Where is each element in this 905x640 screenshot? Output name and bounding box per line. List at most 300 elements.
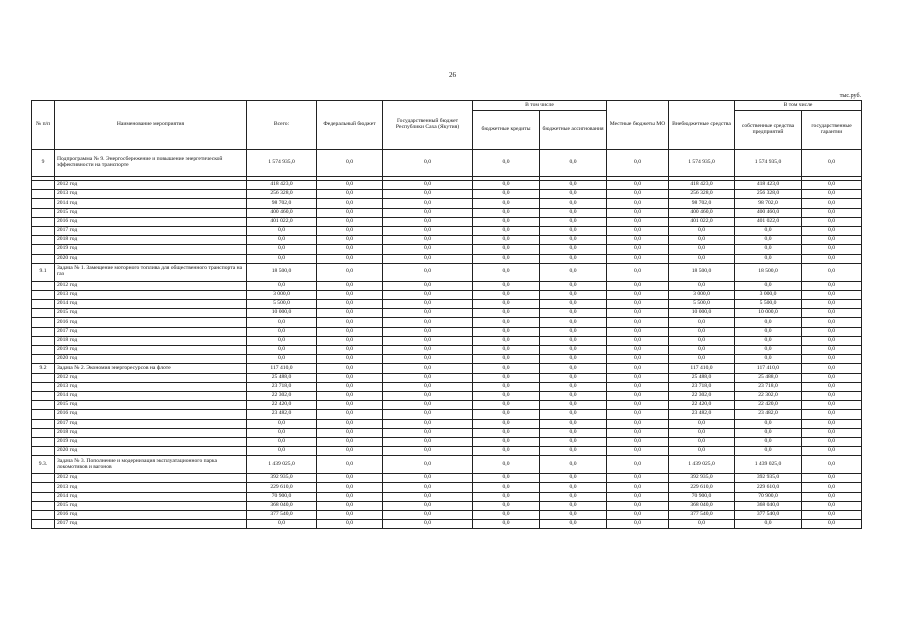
cell-guar: 0,0 [802, 364, 862, 373]
cell-total: 368 040,0 [247, 501, 317, 510]
cell-own: 0,0 [735, 254, 802, 263]
cell-credits: 0,0 [473, 181, 540, 190]
row-name: 2012 год [55, 281, 247, 290]
cell-local: 0,0 [607, 437, 669, 446]
table-row [32, 401, 862, 410]
cell-state: 0,0 [383, 281, 473, 290]
cell-own: 23 718,0 [735, 382, 802, 391]
row-index [32, 226, 55, 235]
cell-own: 0,0 [735, 226, 802, 235]
row-name: 2018 год [55, 236, 247, 245]
cell-local: 0,0 [607, 520, 669, 529]
cell-total: 0,0 [247, 419, 317, 428]
row-name: 2016 год [55, 318, 247, 327]
cell-state: 0,0 [383, 447, 473, 456]
cell-total: 0,0 [247, 355, 317, 364]
cell-assign: 0,0 [540, 474, 607, 483]
cell-federal: 0,0 [317, 428, 383, 437]
cell-total: 10 000,0 [247, 309, 317, 318]
row-index [32, 245, 55, 254]
cell-assign: 0,0 [540, 428, 607, 437]
cell-federal: 0,0 [317, 419, 383, 428]
cell-guar: 0,0 [802, 236, 862, 245]
cell-state: 0,0 [383, 492, 473, 501]
cell-federal: 0,0 [317, 346, 383, 355]
cell-state: 0,0 [383, 336, 473, 345]
cell-federal: 0,0 [317, 355, 383, 364]
row-index [32, 190, 55, 199]
table-row [32, 428, 862, 437]
cell-extra: 0,0 [669, 355, 735, 364]
table-row [32, 419, 862, 428]
header-including-state: В том числе [473, 101, 607, 111]
cell-credits: 0,0 [473, 346, 540, 355]
row-name: 2016 год [55, 217, 247, 226]
cell-guar: 0,0 [802, 327, 862, 336]
cell-credits: 0,0 [473, 254, 540, 263]
table-row [32, 327, 862, 336]
section-row [32, 456, 862, 474]
row-index [32, 437, 55, 446]
cell-own: 0,0 [735, 447, 802, 456]
row-index [32, 391, 55, 400]
cell-credits: 0,0 [473, 501, 540, 510]
cell-state: 0,0 [383, 327, 473, 336]
row-index [32, 492, 55, 501]
header-extra: Внебюджетные средства [669, 101, 735, 150]
cell-total: 392 935,0 [247, 474, 317, 483]
cell-assign: 0,0 [540, 190, 607, 199]
cell-extra: 0,0 [669, 236, 735, 245]
table-row [32, 181, 862, 190]
cell-federal: 0,0 [317, 309, 383, 318]
cell-federal: 0,0 [317, 181, 383, 190]
cell-own: 0,0 [735, 281, 802, 290]
cell-guar: 0,0 [802, 281, 862, 290]
cell-federal: 0,0 [317, 391, 383, 400]
table-row [32, 391, 862, 400]
cell-federal: 0,0 [317, 447, 383, 456]
cell-credits: 0,0 [473, 410, 540, 419]
cell-state: 0,0 [383, 150, 473, 177]
cell-federal: 0,0 [317, 492, 383, 501]
cell-federal: 0,0 [317, 364, 383, 373]
cell-assign: 0,0 [540, 437, 607, 446]
cell-guar: 0,0 [802, 447, 862, 456]
cell-extra: 418 423,0 [669, 181, 735, 190]
cell-extra: 0,0 [669, 437, 735, 446]
row-name: 2015 год [55, 208, 247, 217]
cell-assign: 0,0 [540, 511, 607, 520]
row-name: 2018 год [55, 428, 247, 437]
cell-own: 1 439 025,0 [735, 456, 802, 474]
cell-federal: 0,0 [317, 456, 383, 474]
cell-local: 0,0 [607, 281, 669, 290]
header-assign: бюджетные ассигнования [540, 111, 607, 150]
cell-state: 0,0 [383, 437, 473, 446]
cell-own: 256 328,0 [735, 190, 802, 199]
cell-credits: 0,0 [473, 300, 540, 309]
row-name: 2017 год [55, 327, 247, 336]
cell-total: 22 420,0 [247, 401, 317, 410]
cell-state: 0,0 [383, 181, 473, 190]
row-name: 2017 год [55, 226, 247, 235]
cell-assign: 0,0 [540, 245, 607, 254]
cell-total: 0,0 [247, 245, 317, 254]
row-index [32, 401, 55, 410]
cell-credits: 0,0 [473, 226, 540, 235]
cell-local: 0,0 [607, 208, 669, 217]
cell-guar: 0,0 [802, 428, 862, 437]
table-row [32, 492, 862, 501]
page-number: 26 [449, 71, 456, 79]
row-index [32, 373, 55, 382]
cell-state: 0,0 [383, 245, 473, 254]
cell-state: 0,0 [383, 226, 473, 235]
table-row [32, 474, 862, 483]
row-name: 2016 год [55, 410, 247, 419]
cell-own: 117 410,0 [735, 364, 802, 373]
cell-total: 23 718,0 [247, 382, 317, 391]
cell-assign: 0,0 [540, 226, 607, 235]
cell-assign: 0,0 [540, 300, 607, 309]
row-name: 2014 год [55, 199, 247, 208]
cell-local: 0,0 [607, 318, 669, 327]
cell-own: 1 574 935,0 [735, 150, 802, 177]
cell-state: 0,0 [383, 382, 473, 391]
cell-extra: 1 574 935,0 [669, 150, 735, 177]
cell-state: 0,0 [383, 355, 473, 364]
cell-credits: 0,0 [473, 309, 540, 318]
table-row [32, 437, 862, 446]
cell-federal: 0,0 [317, 437, 383, 446]
cell-own: 5 500,0 [735, 300, 802, 309]
cell-own: 0,0 [735, 236, 802, 245]
cell-total: 0,0 [247, 236, 317, 245]
cell-guar: 0,0 [802, 474, 862, 483]
cell-local: 0,0 [607, 254, 669, 263]
cell-local: 0,0 [607, 226, 669, 235]
cell-guar: 0,0 [802, 373, 862, 382]
cell-total: 0,0 [247, 336, 317, 345]
cell-guar: 0,0 [802, 483, 862, 492]
cell-total: 3 000,0 [247, 290, 317, 299]
cell-credits: 0,0 [473, 492, 540, 501]
cell-local: 0,0 [607, 236, 669, 245]
row-name: 2016 год [55, 511, 247, 520]
cell-own: 70 900,0 [735, 492, 802, 501]
cell-guar: 0,0 [802, 217, 862, 226]
cell-assign: 0,0 [540, 391, 607, 400]
cell-local: 0,0 [607, 327, 669, 336]
table-row [32, 511, 862, 520]
cell-credits: 0,0 [473, 263, 540, 281]
row-name: 2013 год [55, 290, 247, 299]
cell-extra: 22 302,0 [669, 391, 735, 400]
cell-local: 0,0 [607, 199, 669, 208]
row-index [32, 208, 55, 217]
cell-guar: 0,0 [802, 181, 862, 190]
row-name: 2015 год [55, 401, 247, 410]
cell-extra: 1 439 025,0 [669, 456, 735, 474]
cell-total: 256 328,0 [247, 190, 317, 199]
table-row [32, 318, 862, 327]
cell-federal: 0,0 [317, 226, 383, 235]
table-row [32, 281, 862, 290]
cell-own: 23 482,0 [735, 410, 802, 419]
cell-guar: 0,0 [802, 318, 862, 327]
cell-federal: 0,0 [317, 217, 383, 226]
cell-extra: 0,0 [669, 336, 735, 345]
cell-local: 0,0 [607, 364, 669, 373]
cell-federal: 0,0 [317, 410, 383, 419]
cell-total: 98 702,0 [247, 199, 317, 208]
table-row [32, 309, 862, 318]
cell-assign: 0,0 [540, 419, 607, 428]
cell-guar: 0,0 [802, 290, 862, 299]
cell-extra: 0,0 [669, 520, 735, 529]
cell-guar: 0,0 [802, 190, 862, 199]
row-name: 2017 год [55, 520, 247, 529]
cell-local: 0,0 [607, 447, 669, 456]
cell-federal: 0,0 [317, 290, 383, 299]
cell-total: 0,0 [247, 447, 317, 456]
table-row [32, 364, 862, 373]
row-name: 2014 год [55, 300, 247, 309]
cell-local: 0,0 [607, 410, 669, 419]
cell-state: 0,0 [383, 300, 473, 309]
cell-federal: 0,0 [317, 511, 383, 520]
cell-total: 0,0 [247, 327, 317, 336]
cell-local: 0,0 [607, 190, 669, 199]
cell-assign: 0,0 [540, 150, 607, 177]
cell-guar: 0,0 [802, 401, 862, 410]
cell-federal: 0,0 [317, 190, 383, 199]
cell-assign: 0,0 [540, 336, 607, 345]
cell-extra: 0,0 [669, 428, 735, 437]
cell-state: 0,0 [383, 474, 473, 483]
cell-assign: 0,0 [540, 290, 607, 299]
cell-state: 0,0 [383, 254, 473, 263]
cell-assign: 0,0 [540, 318, 607, 327]
cell-federal: 0,0 [317, 474, 383, 483]
cell-federal: 0,0 [317, 300, 383, 309]
cell-total: 377 540,0 [247, 511, 317, 520]
cell-extra: 0,0 [669, 447, 735, 456]
cell-local: 0,0 [607, 456, 669, 474]
cell-guar: 0,0 [802, 254, 862, 263]
table-row [32, 483, 862, 492]
cell-extra: 3 000,0 [669, 290, 735, 299]
cell-local: 0,0 [607, 346, 669, 355]
cell-extra: 377 540,0 [669, 511, 735, 520]
cell-own: 392 935,0 [735, 474, 802, 483]
row-index [32, 447, 55, 456]
cell-assign: 0,0 [540, 208, 607, 217]
cell-own: 3 000,0 [735, 290, 802, 299]
cell-own: 0,0 [735, 318, 802, 327]
cell-state: 0,0 [383, 520, 473, 529]
cell-own: 0,0 [735, 520, 802, 529]
cell-state: 0,0 [383, 318, 473, 327]
cell-total: 0,0 [247, 520, 317, 529]
cell-own: 25 488,0 [735, 373, 802, 382]
cell-total: 418 423,0 [247, 181, 317, 190]
cell-total: 0,0 [247, 437, 317, 446]
cell-state: 0,0 [383, 373, 473, 382]
table-row [32, 190, 862, 199]
cell-federal: 0,0 [317, 236, 383, 245]
cell-own: 22 420,0 [735, 401, 802, 410]
cell-total: 229 610,0 [247, 483, 317, 492]
row-index [32, 300, 55, 309]
table-row [32, 520, 862, 529]
cell-credits: 0,0 [473, 474, 540, 483]
row-name: 2019 год [55, 346, 247, 355]
cell-local: 0,0 [607, 181, 669, 190]
table-row [32, 410, 862, 419]
row-name: 2014 год [55, 391, 247, 400]
cell-assign: 0,0 [540, 447, 607, 456]
cell-total: 70 900,0 [247, 492, 317, 501]
cell-local: 0,0 [607, 300, 669, 309]
cell-extra: 25 488,0 [669, 373, 735, 382]
row-index: 9.2 [32, 364, 55, 373]
row-index [32, 217, 55, 226]
cell-assign: 0,0 [540, 520, 607, 529]
table-row [32, 236, 862, 245]
cell-extra: 0,0 [669, 226, 735, 235]
cell-federal: 0,0 [317, 501, 383, 510]
table-row [32, 254, 862, 263]
cell-state: 0,0 [383, 428, 473, 437]
cell-own: 229 610,0 [735, 483, 802, 492]
cell-total: 1 574 935,0 [247, 150, 317, 177]
cell-credits: 0,0 [473, 217, 540, 226]
row-name: 2012 год [55, 181, 247, 190]
cell-guar: 0,0 [802, 419, 862, 428]
row-index [32, 336, 55, 345]
cell-total: 22 302,0 [247, 391, 317, 400]
cell-state: 0,0 [383, 263, 473, 281]
row-index: 9.1 [32, 263, 55, 281]
cell-extra: 0,0 [669, 327, 735, 336]
cell-own: 0,0 [735, 428, 802, 437]
cell-federal: 0,0 [317, 318, 383, 327]
cell-total: 0,0 [247, 226, 317, 235]
cell-local: 0,0 [607, 290, 669, 299]
cell-guar: 0,0 [802, 150, 862, 177]
cell-state: 0,0 [383, 391, 473, 400]
table-row [32, 300, 862, 309]
cell-state: 0,0 [383, 483, 473, 492]
header-local: Местные бюджеты МО [607, 101, 669, 150]
cell-credits: 0,0 [473, 401, 540, 410]
cell-assign: 0,0 [540, 327, 607, 336]
row-name: 2013 год [55, 382, 247, 391]
cell-extra: 0,0 [669, 281, 735, 290]
cell-guar: 0,0 [802, 391, 862, 400]
cell-total: 400 460,0 [247, 208, 317, 217]
row-name: 2013 год [55, 483, 247, 492]
cell-extra: 392 935,0 [669, 474, 735, 483]
cell-state: 0,0 [383, 511, 473, 520]
cell-state: 0,0 [383, 217, 473, 226]
header-num: № п/п [32, 101, 55, 150]
cell-guar: 0,0 [802, 437, 862, 446]
row-index [32, 483, 55, 492]
cell-own: 401 022,0 [735, 217, 802, 226]
cell-own: 0,0 [735, 245, 802, 254]
cell-local: 0,0 [607, 309, 669, 318]
cell-state: 0,0 [383, 199, 473, 208]
cell-federal: 0,0 [317, 336, 383, 345]
row-name: 2020 год [55, 355, 247, 364]
row-name: 2013 год [55, 190, 247, 199]
cell-state: 0,0 [383, 346, 473, 355]
cell-own: 0,0 [735, 336, 802, 345]
cell-extra: 401 022,0 [669, 217, 735, 226]
cell-assign: 0,0 [540, 254, 607, 263]
cell-total: 18 500,0 [247, 263, 317, 281]
cell-total: 23 482,0 [247, 410, 317, 419]
cell-guar: 0,0 [802, 410, 862, 419]
cell-assign: 0,0 [540, 309, 607, 318]
cell-local: 0,0 [607, 501, 669, 510]
cell-credits: 0,0 [473, 336, 540, 345]
cell-guar: 0,0 [802, 208, 862, 217]
table-row [32, 336, 862, 345]
cell-local: 0,0 [607, 474, 669, 483]
cell-local: 0,0 [607, 355, 669, 364]
row-name: Задача № 1. Замещение моторного топлива для общественного транспорта на газ [55, 263, 247, 281]
cell-local: 0,0 [607, 150, 669, 177]
units-label: тыс.руб. [839, 93, 861, 99]
cell-assign: 0,0 [540, 346, 607, 355]
cell-guar: 0,0 [802, 511, 862, 520]
cell-local: 0,0 [607, 419, 669, 428]
cell-federal: 0,0 [317, 483, 383, 492]
cell-guar: 0,0 [802, 355, 862, 364]
row-index [32, 474, 55, 483]
row-index [32, 290, 55, 299]
cell-state: 0,0 [383, 410, 473, 419]
cell-guar: 0,0 [802, 226, 862, 235]
cell-total: 117 410,0 [247, 364, 317, 373]
cell-federal: 0,0 [317, 327, 383, 336]
row-index [32, 281, 55, 290]
cell-assign: 0,0 [540, 364, 607, 373]
cell-local: 0,0 [607, 263, 669, 281]
budget-table [31, 100, 862, 529]
cell-credits: 0,0 [473, 483, 540, 492]
table-row [32, 447, 862, 456]
cell-own: 0,0 [735, 419, 802, 428]
row-name: 2020 год [55, 447, 247, 456]
row-index: 9 [32, 150, 55, 177]
row-index [32, 327, 55, 336]
cell-own: 98 702,0 [735, 199, 802, 208]
cell-state: 0,0 [383, 401, 473, 410]
cell-extra: 10 000,0 [669, 309, 735, 318]
cell-assign: 0,0 [540, 263, 607, 281]
cell-extra: 0,0 [669, 245, 735, 254]
cell-extra: 18 500,0 [669, 263, 735, 281]
cell-state: 0,0 [383, 236, 473, 245]
cell-credits: 0,0 [473, 373, 540, 382]
cell-state: 0,0 [383, 364, 473, 373]
cell-total: 0,0 [247, 346, 317, 355]
